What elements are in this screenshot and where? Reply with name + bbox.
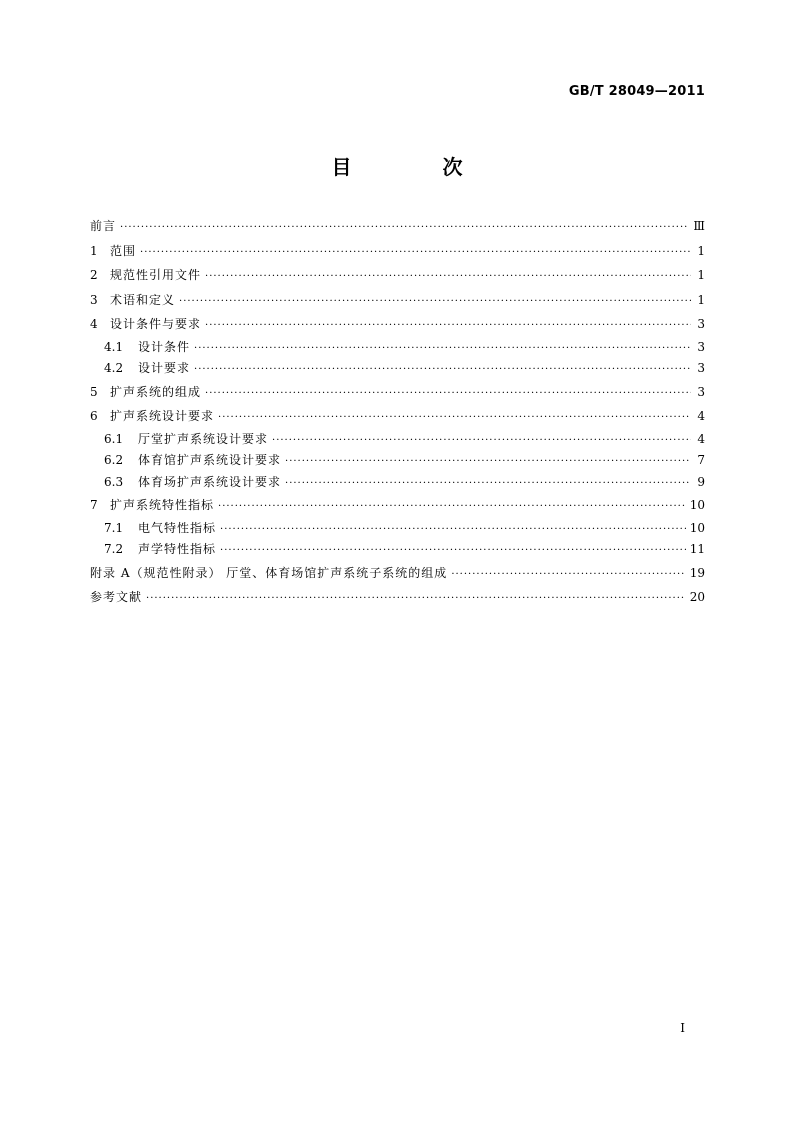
toc-entry[interactable] [90,429,705,451]
toc-leader-dots [205,265,691,290]
toc-entry[interactable] [90,539,705,561]
toc-entry-number: 2 [90,268,98,282]
toc-entry-title: 声学特性指标 [138,542,217,556]
toc-entry-number: 4 [90,317,98,331]
toc-entry-page: 4 [697,431,705,446]
toc-entry-page: 4 [697,409,705,423]
toc-entry[interactable] [90,561,705,586]
toc-entry[interactable] [90,585,705,610]
toc-leader-dots [220,519,686,541]
toc-leader-dots [205,382,691,407]
toc-entry-number: 6.1 [104,431,124,446]
toc-entry-number: 7 [90,498,98,512]
toc-entry-page: 3 [697,339,705,354]
toc-leader-dots [146,587,686,612]
toc-entry-number: 6.2 [104,453,124,467]
toc-entry[interactable] [90,380,705,405]
toc-leader-dots [194,359,691,381]
toc-entry[interactable] [90,337,705,359]
toc-list [90,214,705,610]
toc-entry-title: 范围 [110,243,137,258]
toc-leader-dots [451,563,685,588]
page-number: I [680,1021,685,1035]
toc-entry[interactable] [90,450,705,472]
toc-leader-dots [218,406,691,431]
toc-entry[interactable] [90,312,705,337]
toc-entry-page: 3 [697,317,705,331]
toc-entry-page: 1 [697,268,705,282]
toc-entry[interactable] [90,472,705,494]
toc-entry-page: 19 [689,565,705,580]
toc-leader-dots [140,241,691,266]
toc-leader-dots [205,314,691,339]
toc-entry[interactable] [90,493,705,518]
toc-entry-page: 1 [697,292,705,307]
toc-entry[interactable] [90,358,705,380]
toc-entry-title: 规范性引用文件 [110,268,202,282]
toc-entry-title: 附录 A（规范性附录） 厅堂、体育场馆扩声系统子系统的组成 [90,565,448,580]
toc-entry-title: 参考文献 [90,590,143,604]
toc-entry-page: 9 [697,474,705,489]
toc-entry-page: 7 [697,453,705,467]
toc-entry-page: 10 [689,520,705,535]
toc-entry[interactable] [90,404,705,429]
toc-entry-title: 设计条件与要求 [110,317,202,331]
toc-leader-dots [285,451,691,473]
toc-leader-dots [194,338,691,360]
toc-entry-number: 6.3 [104,474,124,489]
toc-entry-title: 前言 [90,219,117,233]
toc-entry-title: 厅堂扩声系统设计要求 [138,431,269,446]
toc-entry-number: 3 [90,292,98,307]
toc-entry-title: 设计条件 [138,339,191,354]
toc-entry[interactable] [90,214,705,239]
toc-entry-number: 4.2 [104,361,124,375]
toc-entry-number: 5 [90,384,98,399]
toc-entry-page: 20 [689,590,705,604]
toc-entry[interactable] [90,288,705,313]
toc-entry-title: 体育馆扩声系统设计要求 [138,453,282,467]
toc-entry-number: 4.1 [104,339,124,354]
toc-leader-dots [220,540,686,562]
toc-entry-title: 扩声系统设计要求 [110,409,215,423]
toc-entry-title: 扩声系统特性指标 [110,498,215,512]
toc-entry-number: 7.2 [104,542,124,556]
toc-entry-page: 1 [697,243,705,258]
toc-leader-dots [218,495,686,520]
toc-entry-title: 术语和定义 [110,292,176,307]
toc-entry-page: 3 [697,384,705,399]
toc-leader-dots [179,290,691,315]
toc-entry-number: 6 [90,409,98,423]
toc-entry-page: Ⅲ [693,219,705,233]
toc-entry-number: 1 [90,243,98,258]
toc-title: 目 次 [331,155,505,179]
toc-entry-page: 10 [689,498,705,512]
toc-entry-page: 3 [697,361,705,375]
toc-entry-title: 扩声系统的组成 [110,384,202,399]
toc-entry-title: 电气特性指标 [138,520,217,535]
toc-leader-dots [285,473,691,495]
toc-leader-dots [120,216,689,241]
toc-entry[interactable] [90,263,705,288]
toc-entry[interactable] [90,518,705,540]
toc-leader-dots [272,430,691,452]
toc-entry-number: 7.1 [104,520,124,535]
toc-entry-title: 体育场扩声系统设计要求 [138,474,282,489]
standard-code: GB/T 28049—2011 [568,84,705,99]
toc-entry-title: 设计要求 [138,361,191,375]
toc-entry[interactable] [90,239,705,264]
toc-entry-page: 11 [689,542,705,556]
